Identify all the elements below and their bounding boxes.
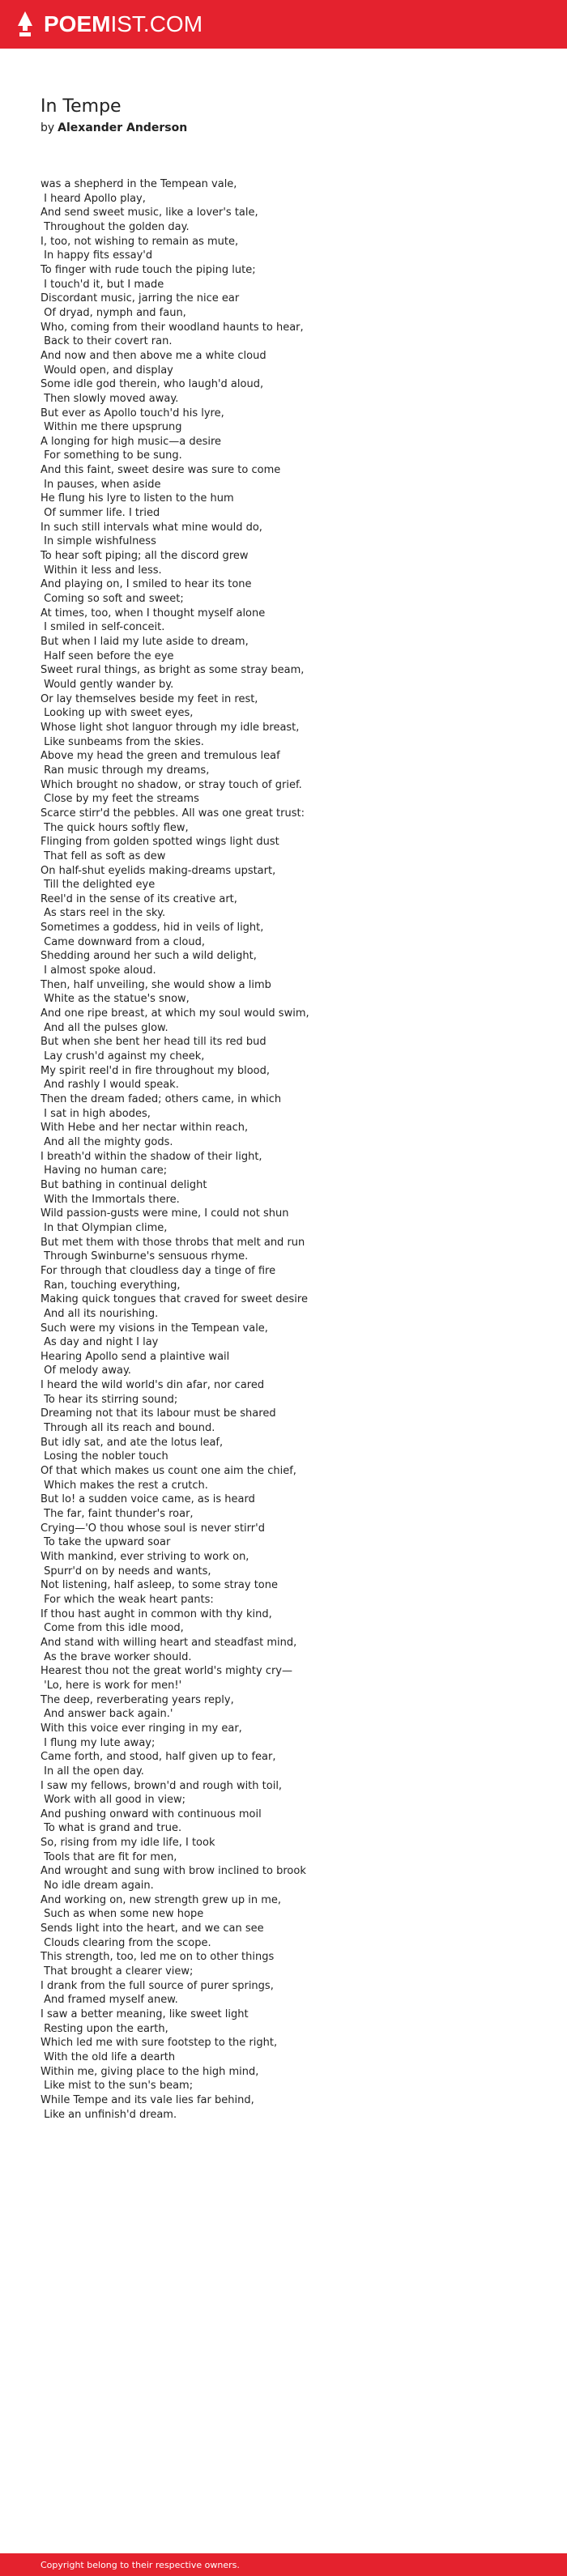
- poem-line: While Tempe and its vale lies far behind,: [40, 2093, 254, 2106]
- poem-line: That fell as soft as dew: [40, 849, 166, 862]
- poem-line: White as the statue's snow,: [40, 993, 190, 1006]
- poem-line: And wrought and sung with brow inclined to brook: [40, 1865, 306, 1878]
- poem-line: Spurr'd on by needs and wants,: [40, 1565, 211, 1578]
- poem-line: Not listening, half asleep, to some stray tone: [40, 1579, 278, 1592]
- poem-title: In Tempe: [40, 96, 122, 117]
- poem-line: To what is grand and true.: [40, 1822, 182, 1835]
- poem-line: I saw my fellows, brown'd and rough with toil,: [40, 1779, 283, 1792]
- poem-line: Sends light into the heart, and we can see: [40, 1922, 264, 1935]
- byline: [40, 120, 187, 136]
- poem-line: Which led me with sure footstep to the right,: [40, 2037, 278, 2050]
- poem-line: Coming so soft and sweet;: [40, 593, 184, 606]
- poem-line: To finger with rude touch the piping lute;: [40, 263, 256, 276]
- poem-line: No idle dream again.: [40, 1880, 154, 1893]
- poem-line: Of melody away.: [40, 1365, 131, 1377]
- poem-line: I flung my lute away;: [40, 1736, 156, 1749]
- poem-line: Discordant music, jarring the nice ear: [40, 292, 240, 305]
- poem-line: Shedding around her such a wild delight,: [40, 950, 257, 963]
- poem-line: And now and then above me a white cloud: [40, 349, 266, 362]
- author-link[interactable]: Alexander Anderson: [58, 121, 188, 134]
- poem-line: Through Swinburne's sensuous rhyme.: [40, 1250, 249, 1263]
- poem-line: But met them with those throbs that melt and run: [40, 1236, 305, 1249]
- poem-line: I, too, not wishing to remain as mute,: [40, 235, 239, 248]
- poem-line: Sometimes a goddess, hid in veils of light,: [40, 922, 264, 935]
- poem-line: In all the open day.: [40, 1765, 144, 1778]
- copyright-text: Copyright belong to their respective owners.: [40, 2559, 240, 2570]
- poem-line: Scarce stirr'd the pebbles. All was one great trust:: [40, 807, 305, 820]
- poem-line: Having no human care;: [40, 1165, 168, 1177]
- poem-line: Wild passion-gusts were mine, I could not shun: [40, 1207, 289, 1220]
- poem-line: But ever as Apollo touch'd his lyre,: [40, 407, 224, 419]
- poem-line: Of that which makes us count one aim the chief,: [40, 1465, 296, 1478]
- poem-line: I heard the wild world's din afar, nor cared: [40, 1379, 265, 1392]
- poem-line: Clouds clearing from the scope.: [40, 1936, 211, 1949]
- poem-line: With Hebe and her nectar within reach,: [40, 1122, 249, 1135]
- poem-line: Half seen before the eye: [40, 649, 174, 662]
- poem-line: In simple wishfulness: [40, 535, 156, 548]
- poem-line: Of summer life. I tried: [40, 507, 160, 520]
- poem-line: And one ripe breast, at which my soul would swim,: [40, 1007, 309, 1020]
- poem-line: And playing on, I smiled to hear its tone: [40, 578, 252, 591]
- poem-line: But lo! a sudden voice came, as is heard: [40, 1493, 255, 1506]
- poem-line: Then the dream faded; others came, in which: [40, 1093, 282, 1105]
- poem-line: The quick hours softly flew,: [40, 821, 189, 834]
- poem-line: I breath'd within the shadow of their light,: [40, 1150, 262, 1163]
- poem-line: I smiled in self-conceit.: [40, 621, 165, 634]
- poem-line: Looking up with sweet eyes,: [40, 707, 194, 720]
- poem-line: On half-shut eyelids making-dreams upstart,: [40, 864, 276, 877]
- site-header: [0, 0, 567, 49]
- poem-line: Would open, and display: [40, 364, 173, 377]
- poem-line: Losing the nobler touch: [40, 1450, 168, 1463]
- site-logo-link[interactable]: [44, 13, 202, 36]
- poem-line: The far, faint thunder's roar,: [40, 1508, 194, 1521]
- poem-line: Like sunbeams from the skies.: [40, 735, 204, 748]
- poem-line: Of dryad, nymph and faun,: [40, 306, 186, 319]
- poem-line: As the brave worker should.: [40, 1650, 192, 1663]
- poem-line: Crying—'O thou whose soul is never stirr'd: [40, 1522, 265, 1535]
- poem-line: Lay crush'd against my cheek,: [40, 1050, 205, 1063]
- poem-line: I touch'd it, but I made: [40, 278, 164, 291]
- poem-line: Within it less and less.: [40, 564, 162, 577]
- poem-line: Till the delighted eye: [40, 879, 156, 892]
- poem-line: Came forth, and stood, half given up to fear,: [40, 1751, 276, 1764]
- poem-line: And working on, new strength grew up in me,: [40, 1893, 282, 1906]
- poem-line: Or lay themselves beside my feet in rest,: [40, 692, 258, 705]
- poem-line: Then slowly moved away.: [40, 392, 179, 405]
- quill-icon: [16, 11, 34, 37]
- poem-line: Would gently wander by.: [40, 678, 174, 691]
- poem-line: If thou hast aught in common with thy kind,: [40, 1607, 272, 1620]
- poem-line: And all its nourishing.: [40, 1307, 159, 1320]
- poem-line: Whose light shot languor through my idle breast,: [40, 721, 300, 734]
- poem-line: Flinging from golden spotted wings light dust: [40, 836, 279, 849]
- poem-line: This strength, too, led me on to other things: [40, 1951, 275, 1964]
- poem-line: Which brought no shadow, or stray touch of grief.: [40, 778, 302, 791]
- poem-line: was a shepherd in the Tempean vale,: [40, 178, 237, 190]
- poem-line: Throughout the golden day.: [40, 220, 190, 233]
- poem-line: Hearest thou not the great world's mighty cry—: [40, 1665, 293, 1678]
- poem-line: Close by my feet the streams: [40, 793, 199, 806]
- poem-line: Within me, giving place to the high mind,: [40, 2065, 259, 2078]
- poem-line: The deep, reverberating years reply,: [40, 1693, 234, 1706]
- poem-line: And all the pulses glow.: [40, 1021, 168, 1034]
- poem-line: Like mist to the sun's beam;: [40, 2080, 194, 2093]
- poem-line: To hear its stirring sound;: [40, 1393, 178, 1406]
- poem-line: But idly sat, and ate the lotus leaf,: [40, 1436, 224, 1449]
- poem-line: For which the weak heart pants:: [40, 1593, 214, 1606]
- poem-line: Tools that are fit for men,: [40, 1850, 177, 1863]
- poem-line: And all the mighty gods.: [40, 1135, 173, 1148]
- poem-line: As stars reel in the sky.: [40, 907, 166, 920]
- poem-line: Reel'd in the sense of its creative art,: [40, 892, 237, 905]
- poem-line: But bathing in continual delight: [40, 1178, 207, 1191]
- poem-line: As day and night I lay: [40, 1336, 159, 1349]
- poem-line: 'Lo, here is work for men!': [40, 1679, 182, 1692]
- poem-line: I sat in high abodes,: [40, 1107, 151, 1120]
- poem-line: Then, half unveiling, she would show a limb: [40, 978, 271, 991]
- poem-line: Sweet rural things, as bright as some stray beam,: [40, 664, 305, 677]
- poem-line: And rashly I would speak.: [40, 1079, 179, 1092]
- by-label: by: [40, 121, 55, 134]
- poem-line: And stand with willing heart and steadfast mind,: [40, 1636, 297, 1649]
- poem-line: With the Immortals there.: [40, 1193, 180, 1206]
- logo-light-text: IST.COM: [110, 11, 203, 36]
- poem-line: And pushing onward with continuous moil: [40, 1807, 262, 1820]
- poem-line: Like an unfinish'd dream.: [40, 2108, 177, 2121]
- poem-line: And this faint, sweet desire was sure to come: [40, 464, 281, 477]
- poem-line: Who, coming from their woodland haunts to hear,: [40, 321, 304, 334]
- poem-line: But when she bent her head till its red bud: [40, 1036, 266, 1049]
- poem-line: And send sweet music, like a lover's tale,: [40, 207, 258, 219]
- poem-line: For through that cloudless day a tinge of fire: [40, 1264, 276, 1277]
- poem-line: To take the upward soar: [40, 1536, 171, 1549]
- poem-line: Through all its reach and bound.: [40, 1422, 215, 1435]
- poem-line: And framed myself anew.: [40, 1994, 178, 2007]
- poem-line: For something to be sung.: [40, 449, 182, 462]
- poem-line: With this voice ever ringing in my ear,: [40, 1722, 242, 1735]
- poem-line: Came downward from a cloud,: [40, 935, 205, 948]
- poem-line: In such still intervals what mine would do,: [40, 521, 262, 534]
- poem-line: I drank from the full source of purer springs,: [40, 1979, 274, 1992]
- poem-line: A longing for high music—a desire: [40, 435, 222, 448]
- poem-line: I almost spoke aloud.: [40, 964, 156, 977]
- poem-line: Such as when some new hope: [40, 1908, 204, 1921]
- poem-line: Hearing Apollo send a plaintive wail: [40, 1350, 230, 1363]
- poem-line: My spirit reel'd in fire throughout my blood,: [40, 1064, 270, 1077]
- poem-line: And answer back again.': [40, 1708, 173, 1721]
- poem-line: In pauses, when aside: [40, 478, 161, 491]
- poem-line: At times, too, when I thought myself alone: [40, 607, 266, 620]
- poem-line: He flung his lyre to listen to the hum: [40, 492, 234, 505]
- poem-line: Which makes the rest a crutch.: [40, 1479, 208, 1492]
- site-footer: [0, 2553, 567, 2576]
- poem-body: [40, 177, 543, 2122]
- poem-line: Within me there upsprung: [40, 421, 182, 434]
- poem-line: I saw a better meaning, like sweet light: [40, 2008, 249, 2020]
- poem-line: I heard Apollo play,: [40, 192, 146, 205]
- poem-line: Ran, touching everything,: [40, 1279, 181, 1292]
- poem-line: Such were my visions in the Tempean vale,: [40, 1322, 268, 1335]
- poem-line: Come from this idle mood,: [40, 1622, 184, 1635]
- poem-line: So, rising from my idle life, I took: [40, 1837, 215, 1850]
- poem-line: Ran music through my dreams,: [40, 764, 210, 777]
- poem-line: In happy fits essay'd: [40, 249, 153, 262]
- poem-line: That brought a clearer view;: [40, 1965, 194, 1978]
- poem-line: With mankind, ever striving to work on,: [40, 1551, 249, 1563]
- poem-line: But when I laid my lute aside to dream,: [40, 636, 249, 648]
- poem-line: Resting upon the earth,: [40, 2022, 168, 2035]
- poem-line: Above my head the green and tremulous leaf: [40, 750, 280, 763]
- poem-line: In that Olympian clime,: [40, 1221, 168, 1234]
- poem-line: Back to their covert ran.: [40, 335, 173, 348]
- poem-line: With the old life a dearth: [40, 2050, 176, 2063]
- poem-heading: [40, 96, 187, 136]
- poem-line: Work with all good in view;: [40, 1794, 186, 1807]
- logo-strong-text: POEM: [44, 11, 111, 36]
- poem-line: Some idle god therein, who laugh'd aloud,: [40, 378, 264, 391]
- poem-line: Dreaming not that its labour must be shared: [40, 1407, 276, 1420]
- poem-line: Making quick tongues that craved for sweet desire: [40, 1293, 308, 1306]
- poem-line: To hear soft piping; all the discord grew: [40, 550, 249, 563]
